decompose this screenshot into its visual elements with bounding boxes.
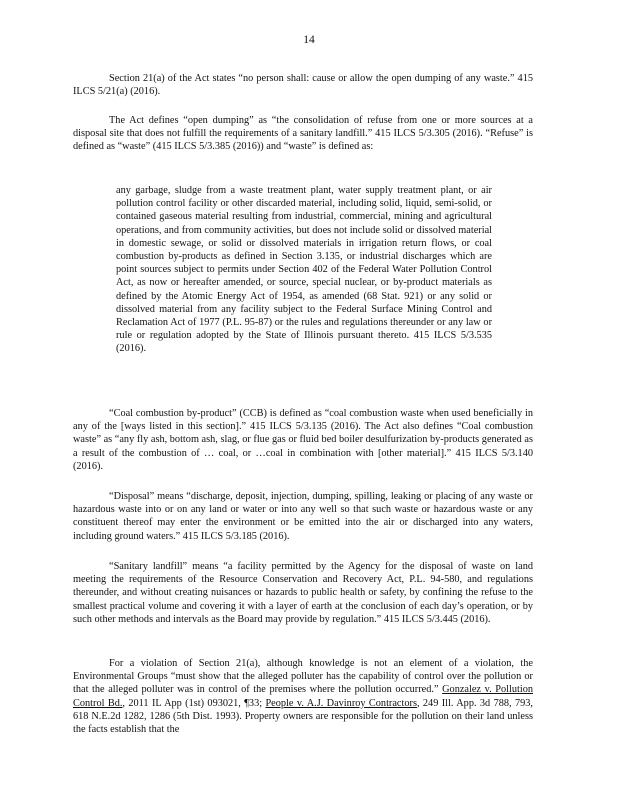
- paragraph-text-b: , 2011 IL App (1st) 093021, ¶33;: [122, 697, 266, 709]
- case-citation-davinroy: People v. A.J. Davinroy Contractors: [265, 697, 417, 709]
- paragraph-text-a: For a violation of Section 21(a), although knowledge is not an element of a violation, the Environmental Groups “must show that the alleged polluter has the capability of control over the pollution or that the alleged polluter was in control of the premises where the pollution occurred.”: [73, 658, 533, 696]
- paragraph-coal-combustion: “Coal combustion by-product” (CCB) is defined as “coal combustion waste when used beneficially in any of the [ways listed in this section].” 415 ILCS 5/3.135 (2016). The Act also defines “Coal combustion waste” as “any fly ash, bottom ash, slag, or flue gas or fluid bed boiler desulfurization by-products generated as a result of the combustion of … coal, or …coal in combination with [other material].” 415 ILCS 5/3.140 (2016).: [73, 408, 533, 472]
- paragraph-open-dumping-definition: The Act defines “open dumping” as “the consolidation of refuse from one or more sources at a disposal site that does not fulfill the requirements of a sanitary landfill.” 415 ILCS 5/3.305 (2016). “Refuse” is defined as “waste” (415 ILCS 5/3.385 (2016)) and “waste” is defined as:: [73, 115, 533, 153]
- paragraph-section-21a: Section 21(a) of the Act states “no person shall: cause or allow the open dumping of any waste.” 415 ILCS 5/21(a) (2016).: [73, 73, 533, 98]
- paragraph-disposal-definition: “Disposal” means “discharge, deposit, injection, dumping, spilling, leaking or placing of any waste or hazardous waste into or on any land or water or into any well so that such waste or hazardous waste or any constituent thereof may enter the environment or be emitted into the air or discharged into any waters, including ground waters.” 415 ILCS 5/3.185 (2016).: [73, 491, 533, 542]
- case-citation-gonzalez: Gonzalez v. Pollution Control Bd.: [73, 684, 534, 709]
- paragraph-violation-standard: [73, 657, 533, 736]
- page-number: 14: [303, 34, 315, 46]
- paragraph-text-c: , 249 Ill. App. 3d 788, 793, 618 N.E.2d 1282, 1286 (5th Dist. 1993). Property owners are responsible for the pollution on their land unless the facts establish that the: [73, 697, 533, 736]
- paragraph-sanitary-landfill: “Sanitary landfill” means “a facility permitted by the Agency for the disposal of waste on land meeting the requirements of the Resource Conservation and Recovery Act, P.L. 94-580, and regulations thereunder, and without creating nuisances or hazards to public health or safety, by confining the refuse to the smallest practical volume and covering it with a layer of earth at the conclusion of each day’s operation, or by such other methods and intervals as the Board may provide by regulation.” 415 ILCS 5/3.445 (2016).: [73, 561, 533, 625]
- block-quote-waste-definition: any garbage, sludge from a waste treatment plant, water supply treatment plant, or air pollution control facility or other discarded material, including solid, liquid, semi-solid, or contained gaseous material resulting from industrial, commercial, mining and agricultural operations, and from community activities, but does not include solid or dissolved material in domestic sewage, or solid or dissolved materials in irrigation return flows, or coal combustion by-products as defined in Section 3.135, or industrial discharges which are point sources subject to permits under Section 402 of the Federal Water Pollution Control Act, as now or hereafter amended, or source, special nuclear, or by-product materials as defined by the Atomic Energy Act of 1954, as amended (68 Stat. 921) or any solid or dissolved material from any facility subject to the Federal Surface Mining Control and Reclamation Act of 1977 (P.L. 95-87) or the rules and regulations thereunder or any law or rule or regulation adopted by the State of Illinois pursuant thereto. 415 ILCS 5/3.535 (2016).: [116, 185, 492, 355]
